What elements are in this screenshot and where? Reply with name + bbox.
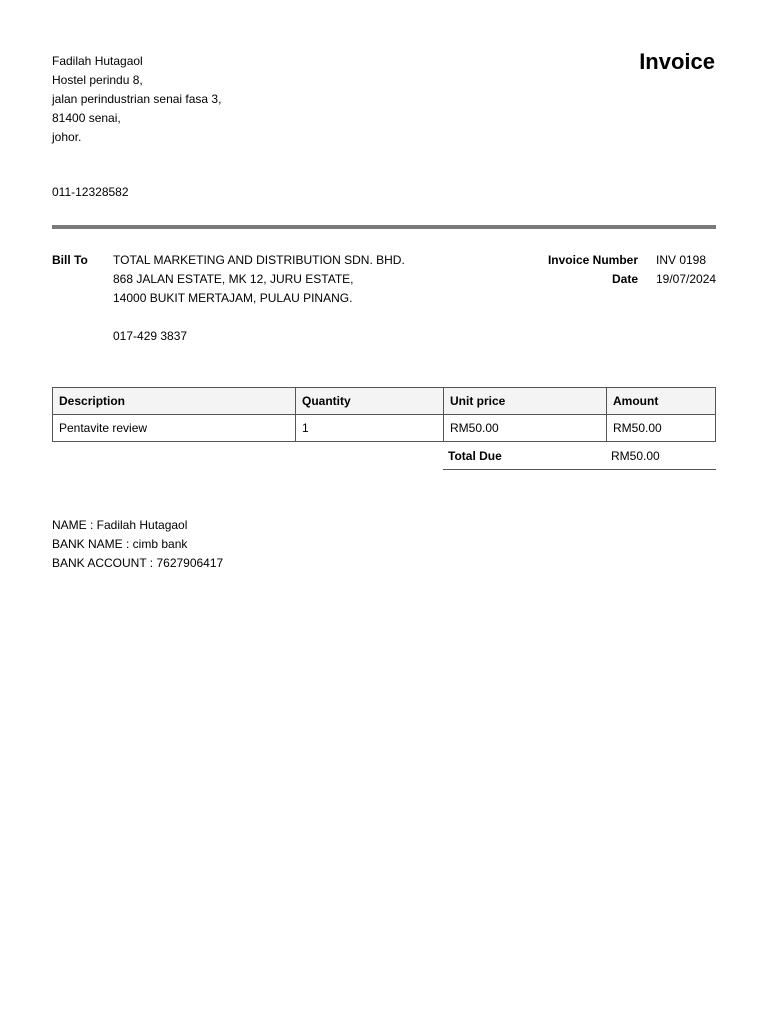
invoice-number-row xyxy=(528,251,716,270)
total-due-value: RM50.00 xyxy=(611,449,660,463)
sender-address-line: johor. xyxy=(52,130,82,144)
invoice-number-label: Invoice Number xyxy=(547,253,638,267)
bill-to-address-line: 14000 BUKIT MERTAJAM, PULAU PINANG. xyxy=(113,291,353,305)
date-row xyxy=(528,270,716,289)
date-value: 19/07/2024 xyxy=(656,272,717,286)
bank-account-number: BANK ACCOUNT : 7627906417 xyxy=(52,556,224,570)
sender-address-block xyxy=(52,52,221,147)
invoice-number-value: INV 0198 xyxy=(656,253,707,267)
sender-phone: 011-12328582 xyxy=(52,185,129,199)
bill-to-address-line: 868 JALAN ESTATE, MK 12, JURU ESTATE, xyxy=(113,272,354,286)
cell-amount: RM50.00 xyxy=(607,415,716,442)
line-items-table xyxy=(52,387,716,442)
header-divider xyxy=(52,225,716,229)
sender-address-line: 81400 senai, xyxy=(52,111,121,125)
bank-details xyxy=(52,516,223,573)
bill-to-label: Bill To xyxy=(52,253,88,267)
date-label: Date xyxy=(611,272,638,286)
column-header-amount: Amount xyxy=(607,388,716,415)
cell-description: Pentavite review xyxy=(53,415,296,442)
bill-to-phone: 017-429 3837 xyxy=(113,329,188,343)
invoice-meta xyxy=(528,251,716,289)
page-title: Invoice xyxy=(639,49,715,74)
bank-name: BANK NAME : cimb bank xyxy=(52,537,188,551)
bill-to-name: TOTAL MARKETING AND DISTRIBUTION SDN. BHD. xyxy=(113,253,405,267)
column-header-unit-price: Unit price xyxy=(444,388,607,415)
table-header-row xyxy=(53,388,716,415)
cell-unit-price: RM50.00 xyxy=(444,415,607,442)
table-row xyxy=(53,415,716,442)
sender-address-line: jalan perindustrian senai fasa 3, xyxy=(52,92,222,106)
total-due-row xyxy=(443,443,716,470)
bank-account-name: NAME : Fadilah Hutagaol xyxy=(52,518,188,532)
sender-name: Fadilah Hutagaol xyxy=(52,54,143,68)
sender-address-line: Hostel perindu 8, xyxy=(52,73,143,87)
column-header-description: Description xyxy=(53,388,296,415)
cell-quantity: 1 xyxy=(296,415,444,442)
total-due-label: Total Due xyxy=(448,449,502,463)
column-header-quantity: Quantity xyxy=(296,388,444,415)
bill-to-address-block xyxy=(113,251,405,308)
